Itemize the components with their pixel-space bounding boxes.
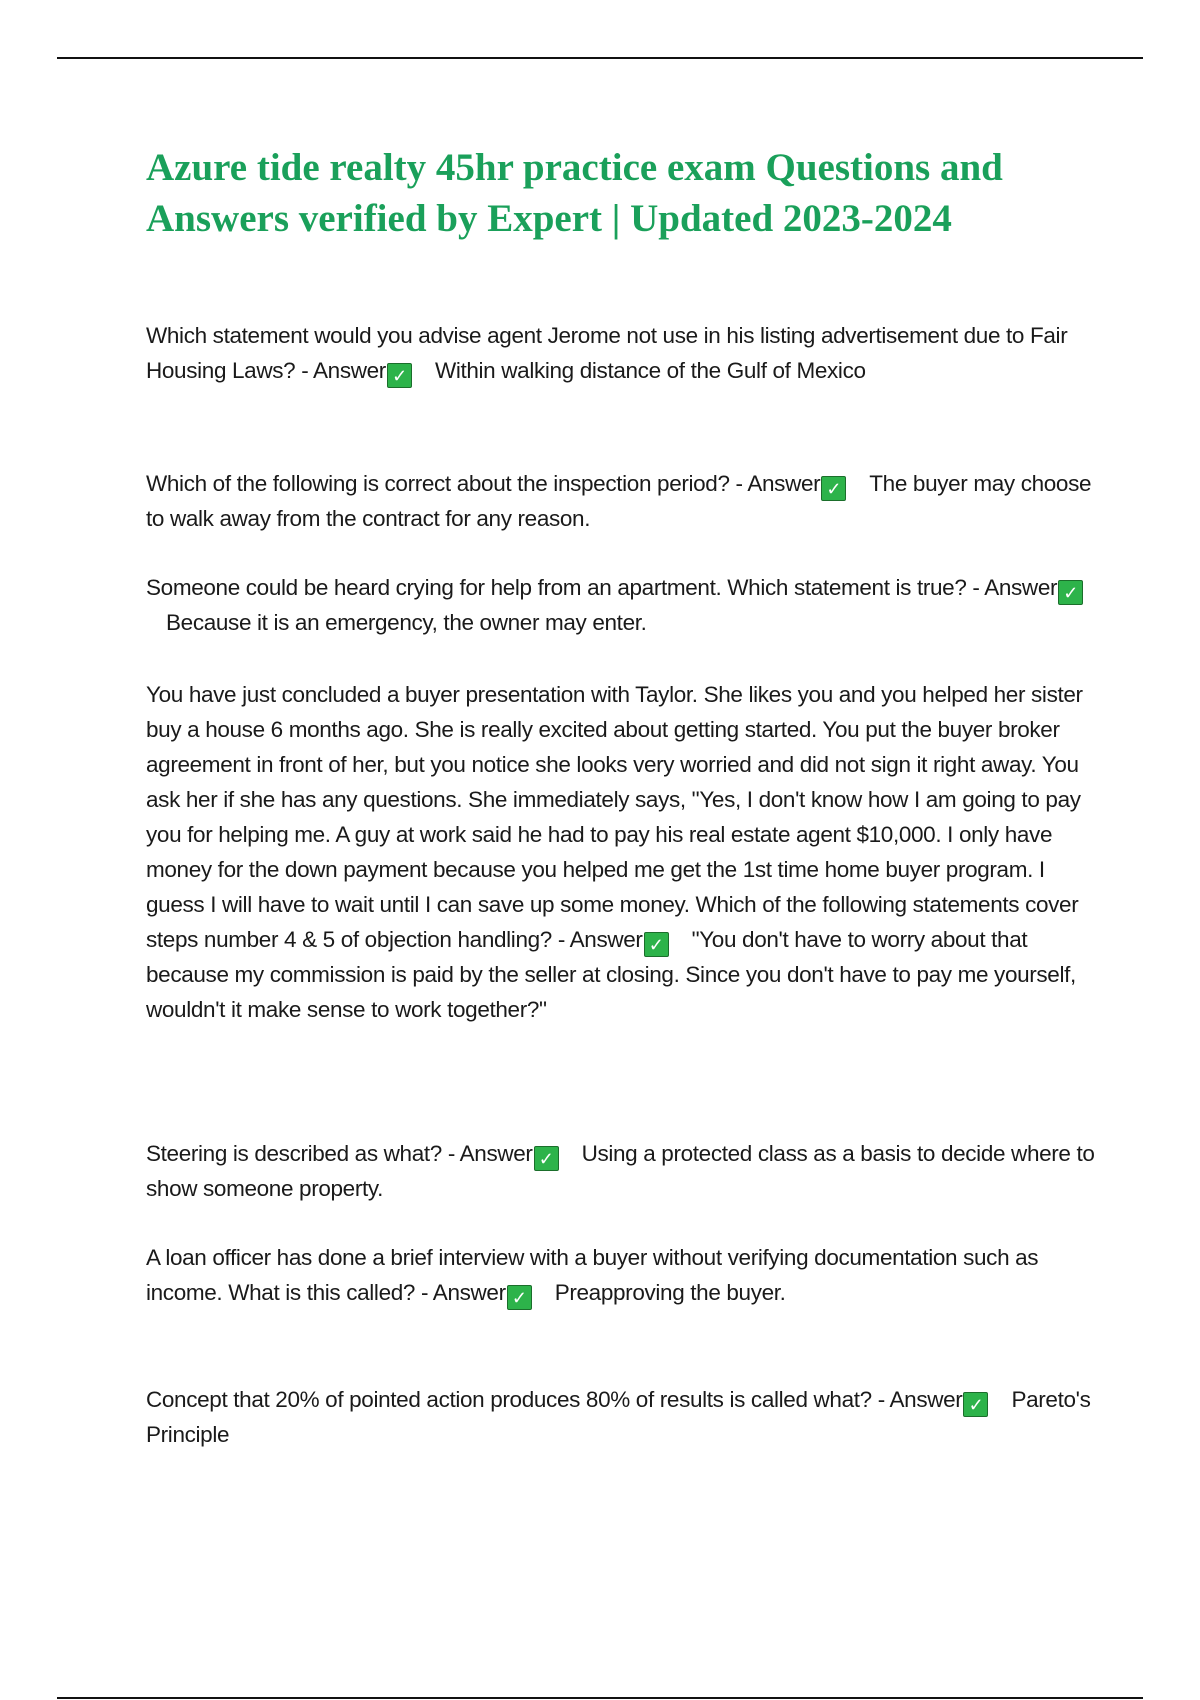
answer-text: Pareto's Principle — [146, 1387, 1091, 1447]
check-icon: ✓ — [387, 363, 412, 388]
answer-label: - Answer — [447, 1141, 533, 1166]
footer-rule — [57, 1697, 1143, 1699]
answer-label: - Answer — [735, 471, 821, 496]
check-icon: ✓ — [1058, 580, 1083, 605]
header-rule — [57, 57, 1143, 59]
question-text: Concept that 20% of pointed action produces 80% of results is called what? — [146, 1387, 872, 1412]
qa-item — [146, 677, 1096, 1027]
answer-text: Preapproving the buyer. — [554, 1280, 786, 1305]
answer-text: "You don't have to worry about that because my commission is paid by the seller at closing. Since you don't have to pay me yourself, wouldn't it make sense to work together?" — [146, 927, 1076, 1022]
question-text: A loan officer has done a brief interview with a buyer without verifying documentation such as income. What is this called? — [146, 1245, 1039, 1305]
qa-item — [146, 1136, 1096, 1206]
qa-item — [146, 318, 1096, 388]
document-title: Azure tide realty 45hr practice exam Questions and Answers verified by Expert | Updated 2023-2024 — [146, 146, 1003, 240]
qa-item — [146, 570, 1096, 640]
answer-label: - Answer — [877, 1387, 963, 1412]
answer-label: - Answer — [420, 1280, 506, 1305]
answer-label: - Answer — [301, 358, 386, 383]
qa-item — [146, 1382, 1096, 1452]
answer-text: The buyer may choose to walk away from the contract for any reason. — [146, 471, 1092, 531]
answer-label: - Answer — [972, 575, 1058, 600]
qa-item — [146, 1240, 1096, 1310]
qa-item — [146, 466, 1096, 536]
answer-text: Within walking distance of the Gulf of Mexico — [434, 358, 866, 383]
answer-text: Because it is an emergency, the owner may enter. — [166, 610, 647, 635]
check-icon: ✓ — [534, 1146, 559, 1171]
check-icon: ✓ — [821, 476, 846, 501]
check-icon: ✓ — [507, 1285, 532, 1310]
answer-label: - Answer — [557, 927, 643, 952]
question-text: Someone could be heard crying for help from an apartment. Which statement is true? — [146, 575, 967, 600]
check-icon: ✓ — [963, 1392, 988, 1417]
question-text: Which statement would you advise agent Jerome not use in his listing advertisement due to Fair Housing Laws? — [146, 323, 1068, 383]
question-text: You have just concluded a buyer presentation with Taylor. She likes you and you helped her sister buy a house 6 months ago. She is really excited about getting started. You put the buyer broker agreement in front of her, but you notice she looks very worried and did not sign it right away. You ask her if she has any questions. She immediately says, "Yes, I don't know how I am going to pay you for helping me. A guy at work said he had to pay his real estate agent $10,000. I only have money for the down payment because you helped me get the 1st time home buyer program. I guess I will have to wait until I can save up some money. Which of the following statements cover steps number 4 & 5 of objection handling? — [146, 682, 1083, 952]
question-text: Which of the following is correct about the inspection period? — [146, 471, 730, 496]
check-icon: ✓ — [644, 932, 669, 957]
answer-text: Using a protected class as a basis to decide where to show someone property. — [146, 1141, 1095, 1201]
question-text: Steering is described as what? — [146, 1141, 442, 1166]
